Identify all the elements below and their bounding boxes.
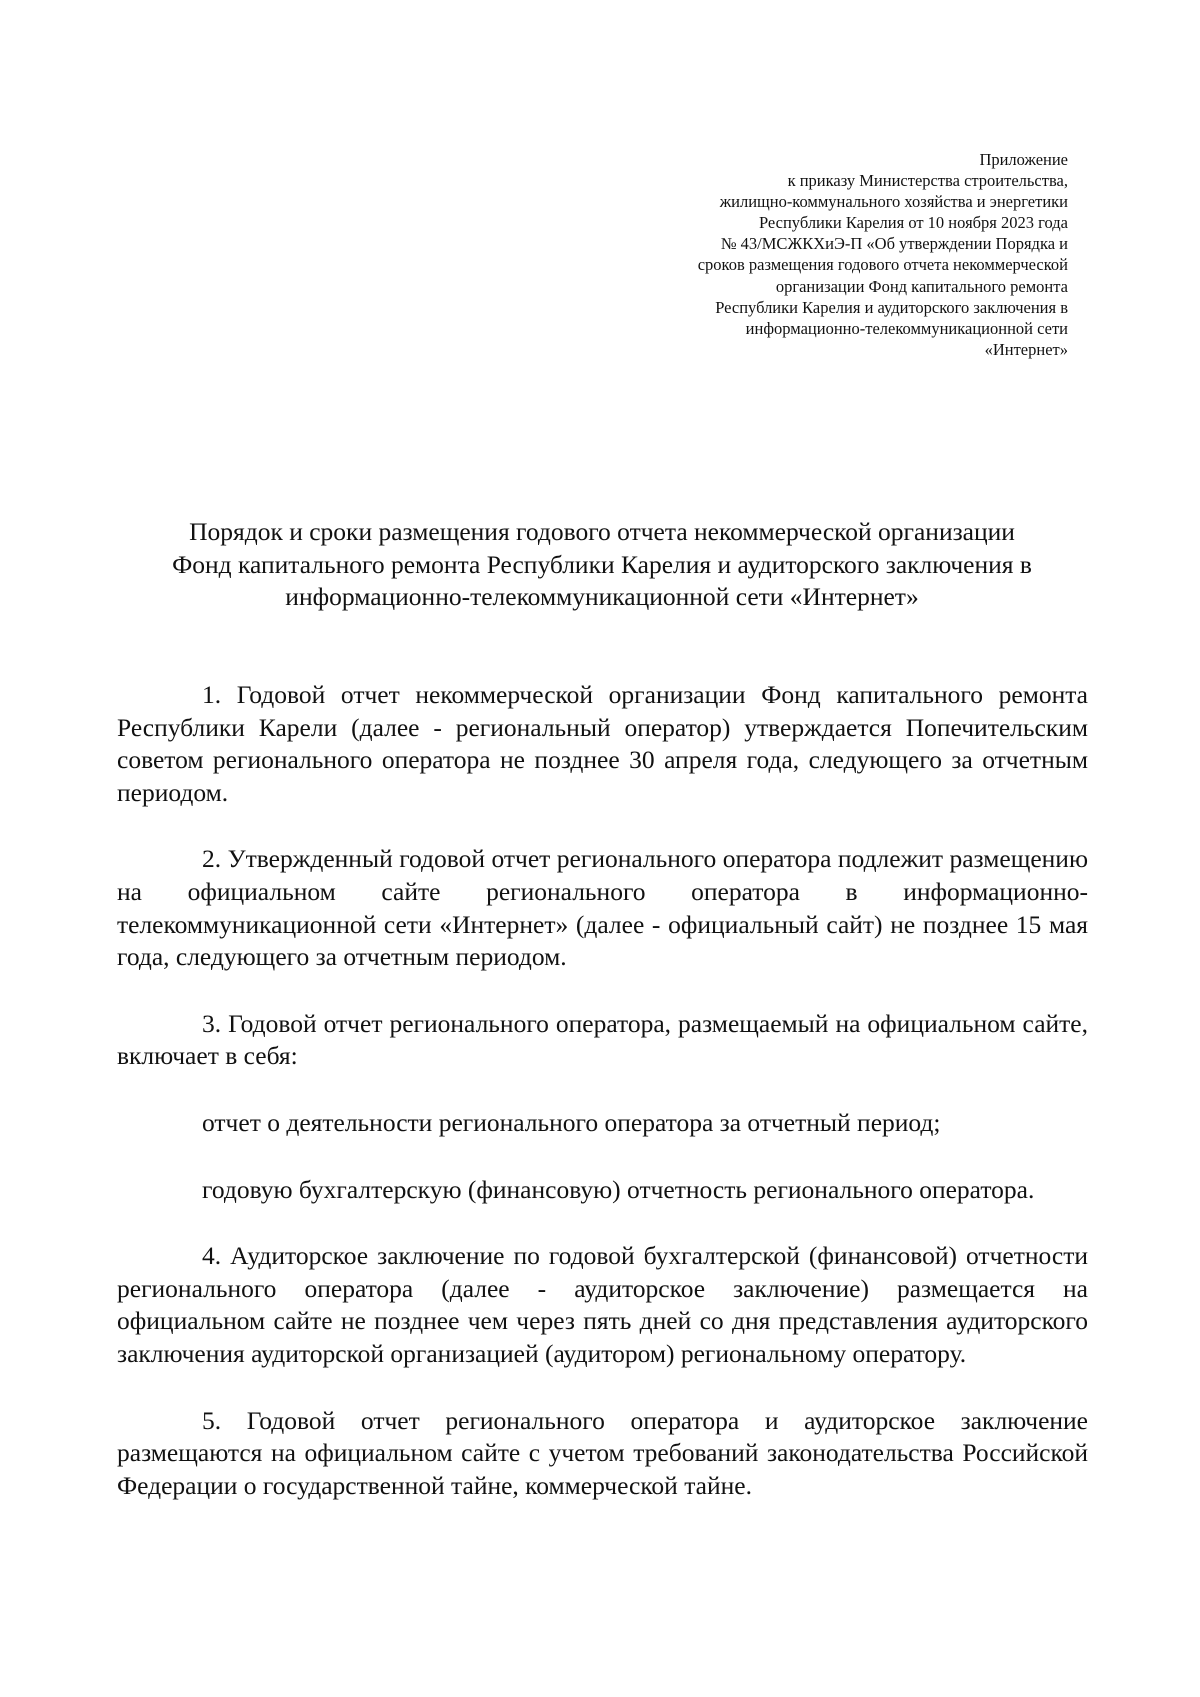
appendix-line: организации Фонд капитального ремонта — [775, 276, 1068, 296]
paragraph-4: 4. Аудиторское заключение по годовой бухгалтерской (финансовой) отчетности регионального оператора (далее - аудиторское заключение) размещается на официальном сайте не позднее чем через пять дней со дня представления аудиторского заключения аудиторской организацией (аудитором) региональному оператору. — [117, 1241, 1088, 1368]
document-title — [117, 516, 1087, 614]
list-item-accounting: годовую бухгалтерскую (финансовую) отчетность регионального оператора. — [202, 1174, 1035, 1204]
paragraph-1: 1. Годовой отчет некоммерческой организации Фонд капитального ремонта Республики Карели (далее - региональный оператор) утверждается Попечительским советом регионального оператора не позднее 30 апреля года, следующего за отчетным периодом. — [117, 680, 1088, 807]
paragraph-2: 2. Утвержденный годовой отчет регионального оператора подлежит размещению на официальном сайте регионального оператора в информационно-телекоммуникационной сети «Интернет» (далее - официальный сайт) не позднее 15 мая года, следующего за отчетным периодом. — [117, 844, 1088, 972]
appendix-line: сроков размещения годового отчета некоммерческой — [697, 255, 1068, 275]
document-body — [117, 679, 1088, 1536]
appendix-line: «Интернет» — [984, 339, 1068, 359]
appendix-header — [608, 149, 1068, 360]
appendix-line: Республики Карелия от 10 ноября 2023 года — [758, 213, 1068, 233]
appendix-line: № 43/МСЖКХиЭ-П «Об утверждении Порядка и — [720, 234, 1068, 254]
title-line: Фонд капитального ремонта Республики Карелия и аудиторского заключения в — [172, 549, 1032, 579]
title-line: информационно-телекоммуникационной сети «Интернет» — [285, 582, 919, 611]
appendix-line: жилищно-коммунального хозяйства и энергетики — [719, 192, 1068, 212]
appendix-line: информационно-телекоммуникационной сети — [745, 318, 1068, 338]
list-item-report: отчет о деятельности регионального оператора за отчетный период; — [202, 1107, 941, 1137]
title-line: Порядок и сроки размещения годового отчета некоммерческой организации — [189, 517, 1015, 546]
appendix-line: Республики Карелия и аудиторского заключения в — [715, 297, 1068, 317]
appendix-line: к приказу Министерства строительства, — [787, 171, 1068, 191]
appendix-line: Приложение — [979, 150, 1068, 169]
paragraph-5: 5. Годовой отчет регионального оператора и аудиторское заключение размещаются на официальном сайте с учетом требований законодательства Российской Федерации о государственной тайне, коммерческой тайне. — [117, 1405, 1088, 1500]
paragraph-3: 3. Годовой отчет регионального оператора, размещаемый на официальном сайте, включает в себя: — [117, 1008, 1088, 1071]
